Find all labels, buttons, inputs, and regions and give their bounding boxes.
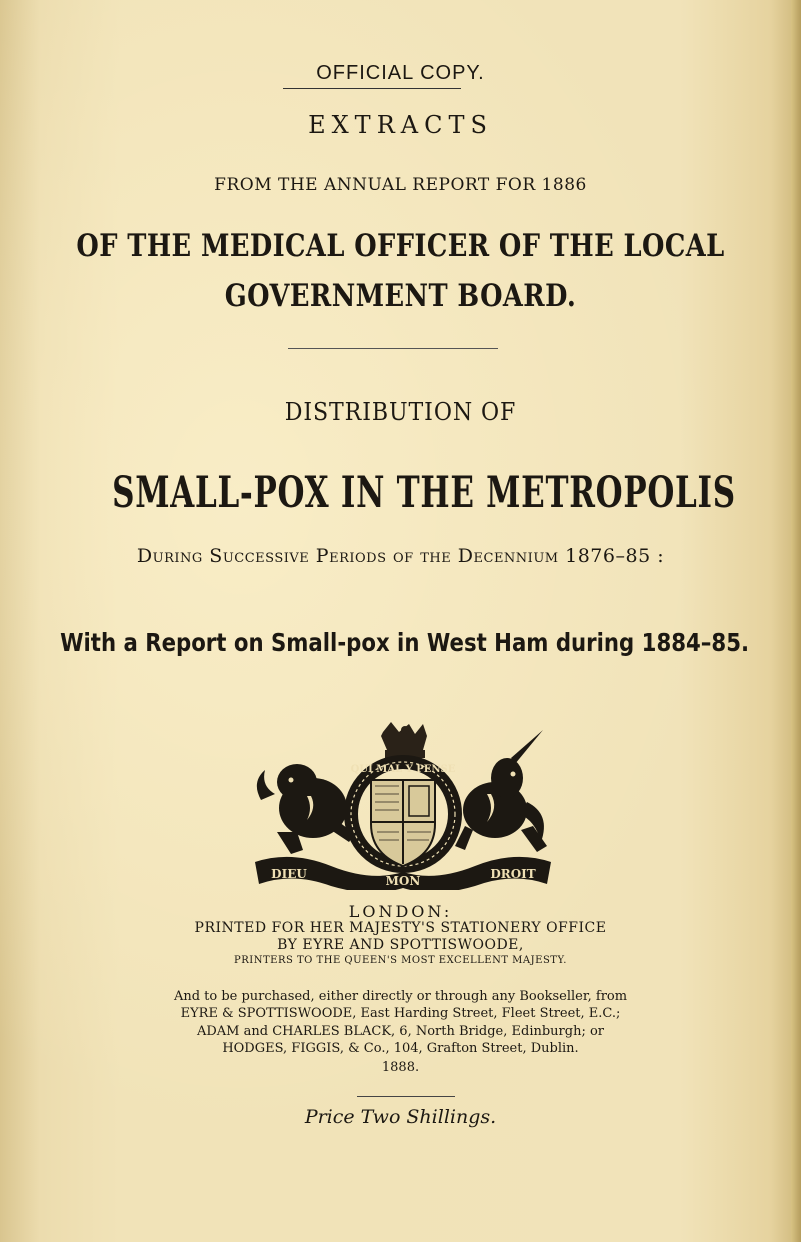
publication-year: 1888. — [381, 1060, 420, 1075]
west-ham-report-line: With a Report on Small-pox in West Ham during 1884–85. — [60, 628, 750, 657]
title-line-1: OF THE MEDICAL OFFICER OF THE LOCAL — [76, 228, 725, 264]
garter-motto: QUI MAL Y PENSE — [350, 764, 456, 775]
distribution-heading: DISTRIBUTION OF — [284, 398, 517, 426]
official-copy-underline — [283, 88, 461, 89]
purchase-line-1: And to be purchased, either directly or through any Bookseller, from — [173, 989, 628, 1004]
imprint-london: LONDON: — [348, 902, 453, 921]
motto-mon: MON — [385, 874, 421, 888]
motto-droit: DROIT — [490, 867, 536, 881]
section-divider — [288, 348, 498, 349]
purchase-line-2: EYRE & SPOTTISWOODE, East Harding Street, Fleet Street, E.C.; — [180, 1006, 621, 1021]
from-annual-report-line: FROM THE ANNUAL REPORT FOR 1886 — [214, 175, 587, 195]
purchase-line-4: HODGES, FIGGIS, & Co., 104, Grafton Street, Dublin. — [222, 1041, 579, 1056]
imprint-printer-name: BY EYRE AND SPOTTISWOODE, — [277, 937, 524, 953]
extracts-heading: EXTRACTS — [308, 111, 493, 139]
imprint-printers-to-queen: PRINTERS TO THE QUEEN'S MOST EXCELLENT MAJESTY. — [234, 955, 567, 966]
title-line-2: GOVERNMENT BOARD. — [224, 278, 577, 314]
purchase-line-3: ADAM and CHARLES BLACK, 6, North Bridge, Edinburgh; or — [196, 1024, 605, 1039]
motto-dieu: DIEU — [271, 867, 307, 881]
during-periods-line: During Successive Periods of the Decennium 1876–85 : — [136, 545, 665, 567]
official-copy-heading: OFFICIAL COPY. — [316, 62, 485, 84]
smallpox-title: SMALL-POX IN THE METROPOLIS — [112, 468, 736, 518]
royal-coat-of-arms-icon — [251, 722, 556, 890]
price-rule — [357, 1096, 455, 1097]
imprint-printed-for: PRINTED FOR HER MAJESTY'S STATIONERY OFFICE — [194, 920, 607, 936]
price-line: Price Two Shillings. — [304, 1106, 497, 1128]
